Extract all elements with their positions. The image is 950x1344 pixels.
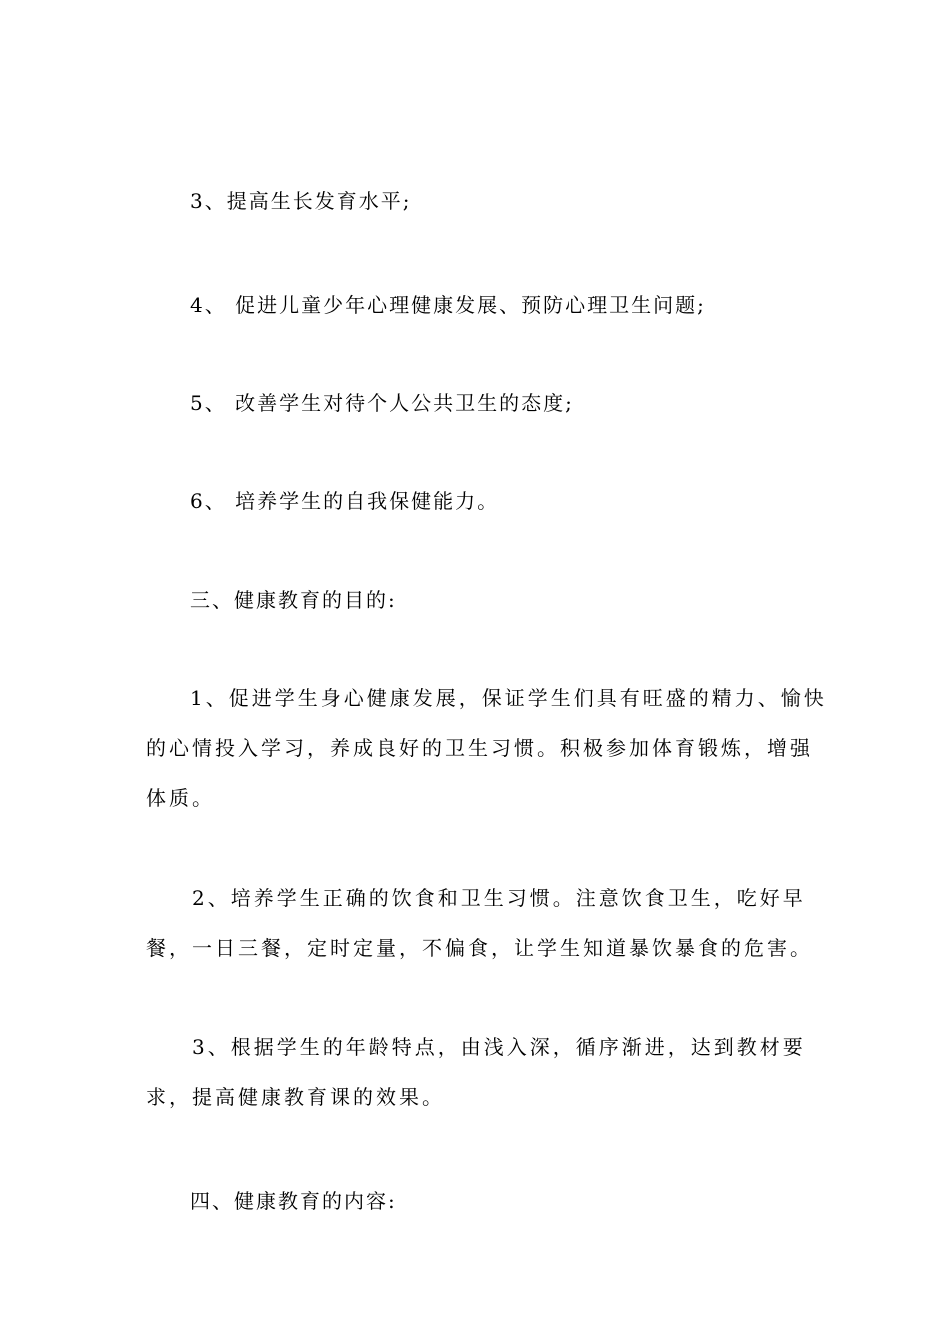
paragraph-purpose-1: [146, 673, 827, 823]
paragraph-purpose-2: [146, 873, 813, 973]
list-item-4: 4、 促进儿童少年心理健康发展、预防心理卫生问题;: [190, 293, 706, 317]
paragraph-line: 1、促进学生身心健康发展，保证学生们具有旺盛的精力、愉快: [190, 686, 827, 710]
paragraph-line: 求，提高健康教育课的效果。: [146, 1085, 445, 1109]
section-heading-content: 四、健康教育的内容:: [190, 1189, 397, 1213]
section-heading-purpose: 三、健康教育的目的:: [190, 588, 397, 612]
paragraph-line: 3、根据学生的年龄特点，由浅入深，循序渐进，达到教材要: [192, 1035, 806, 1059]
list-item-6: 6、 培养学生的自我保健能力。: [190, 489, 500, 513]
paragraph-line: 餐，一日三餐，定时定量，不偏食，让学生知道暴饮暴食的危害。: [146, 936, 813, 960]
paragraph-line: 2、培养学生正确的饮食和卫生习惯。注意饮食卫生，吃好早: [192, 886, 806, 910]
paragraph-line: 的心情投入学习，养成良好的卫生习惯。积极参加体育锻炼，增强: [146, 736, 813, 760]
list-item-3: 3、提高生长发育水平;: [190, 189, 412, 213]
paragraph-line: 体质。: [146, 786, 215, 810]
paragraph-purpose-3: [146, 1022, 808, 1122]
list-item-5: 5、 改善学生对待个人公共卫生的态度;: [190, 391, 574, 415]
